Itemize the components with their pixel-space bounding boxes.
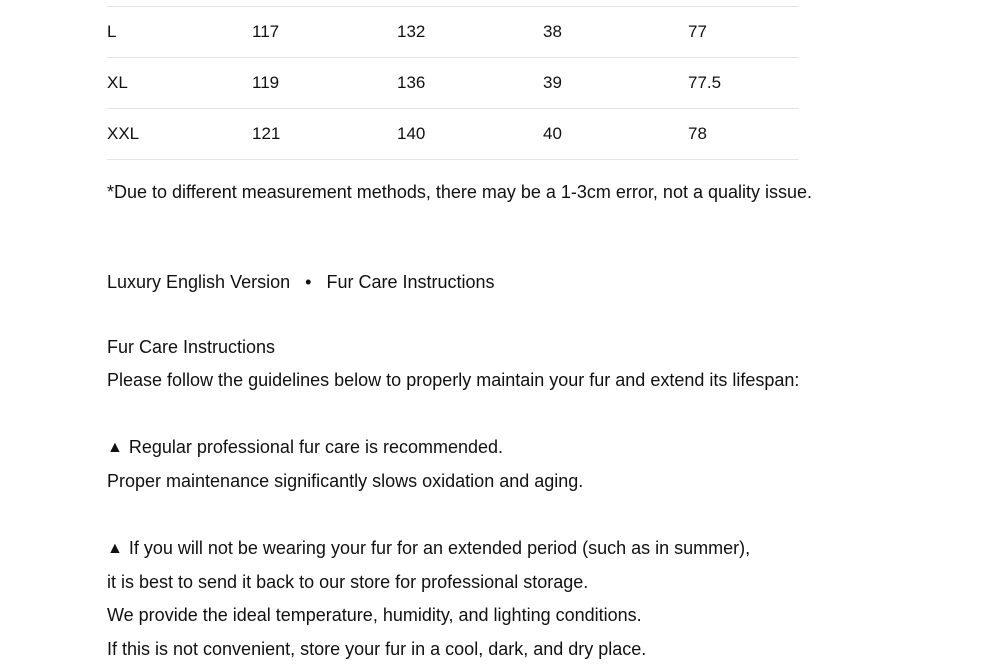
care-tip xyxy=(107,431,987,499)
heading-separator: • xyxy=(305,272,312,292)
heading-right: Fur Care Instructions xyxy=(326,272,495,292)
triangle-bullet-icon: ▲ xyxy=(107,539,123,557)
table-row xyxy=(107,58,799,109)
care-tip-text: Proper maintenance significantly slows oxidation and aging. xyxy=(107,471,584,492)
table-cell: 121 xyxy=(252,124,281,143)
table-cell-size: XL xyxy=(107,73,128,92)
table-cell: 117 xyxy=(252,22,280,41)
table-cell-size: XXL xyxy=(107,124,140,143)
table-cell: 38 xyxy=(543,22,562,41)
table-cell: 77.5 xyxy=(688,73,722,92)
table-cell: 140 xyxy=(397,124,426,143)
section-heading xyxy=(107,271,987,293)
table-cell: 136 xyxy=(397,73,426,92)
size-table xyxy=(107,6,799,160)
product-description xyxy=(107,0,987,666)
table-cell: 77 xyxy=(688,22,707,41)
table-cell: 40 xyxy=(543,124,562,143)
heading-left: Luxury English Version xyxy=(107,272,291,292)
care-tip-line xyxy=(107,532,987,566)
table-cell-size: L xyxy=(107,22,117,41)
table-row xyxy=(107,109,799,160)
care-tip-line xyxy=(107,431,987,465)
table-row xyxy=(107,7,799,58)
triangle-bullet-icon: ▲ xyxy=(107,438,123,456)
care-tip-text: Regular professional fur care is recommended. xyxy=(128,436,504,457)
table-cell: 78 xyxy=(688,124,707,143)
table-cell: 132 xyxy=(397,22,426,41)
care-tip-text: If you will not be wearing your fur for an extended period (such as in summer), xyxy=(128,537,751,558)
care-intro xyxy=(107,331,987,398)
care-title: Fur Care Instructions xyxy=(107,337,276,357)
measurement-note: *Due to different measurement methods, there may be a 1-3cm error, not a quality issue. xyxy=(107,182,813,202)
care-tip xyxy=(107,532,987,667)
care-tip-text: If this is not convenient, store your fur in a cool, dark, and dry place. xyxy=(107,638,647,659)
care-tip-text: We provide the ideal temperature, humidity, and lighting conditions. xyxy=(107,605,642,626)
care-tip-text: it is best to send it back to our store for professional storage. xyxy=(107,572,589,593)
table-cell: 39 xyxy=(543,73,562,92)
table-cell: 119 xyxy=(252,73,280,92)
care-intro-text: Please follow the guidelines below to properly maintain your fur and extend its lifespan: xyxy=(107,370,800,391)
